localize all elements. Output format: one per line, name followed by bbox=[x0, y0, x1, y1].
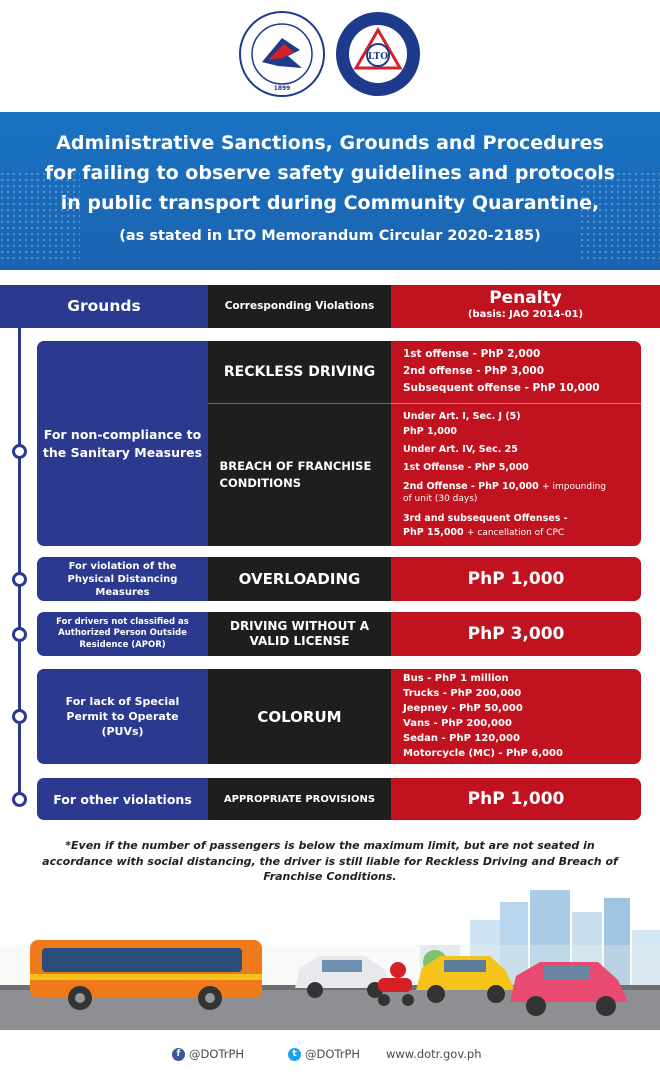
table-row bbox=[37, 778, 641, 820]
dotr-seal-logo bbox=[238, 10, 326, 98]
ground-text: For violation of the Physical Distancing Measures bbox=[67, 560, 178, 598]
ground-cell bbox=[37, 557, 208, 601]
dot-pattern-decoration bbox=[0, 172, 80, 262]
twitter-handle: @DOTrPH bbox=[305, 1047, 361, 1061]
ground-text: For drivers not classified as Authorized Person Outside Residence (APOR) bbox=[56, 616, 189, 650]
facebook-link[interactable] bbox=[172, 1047, 244, 1061]
violation-breach-of-franchise bbox=[208, 404, 391, 546]
lto-seal-logo bbox=[334, 10, 422, 98]
ground-text: For lack of Special Permit to Operate (PUVs) bbox=[65, 695, 180, 738]
ground-cell bbox=[37, 669, 208, 764]
header-penalty-label: Penalty bbox=[489, 288, 562, 308]
table-row bbox=[37, 669, 641, 764]
violation-text: OVERLOADING bbox=[238, 570, 361, 588]
violation-text: COLORUM bbox=[257, 707, 342, 726]
penalty-line: 1st Offense - PhP 5,000 bbox=[403, 462, 529, 473]
violation-reckless-driving bbox=[208, 341, 391, 403]
penalty-line bbox=[403, 481, 606, 492]
penalty-text: + impounding bbox=[542, 482, 607, 492]
divider bbox=[391, 403, 641, 404]
penalty-text: 2nd Offense - PhP 10,000 bbox=[403, 481, 539, 492]
table-row bbox=[37, 612, 641, 656]
website-url: www.dotr.gov.ph bbox=[386, 1047, 482, 1061]
penalty-line: Under Art. I, Sec. J (5) bbox=[403, 411, 521, 422]
traffic-illustration bbox=[0, 890, 660, 1030]
twitter-link[interactable] bbox=[288, 1047, 360, 1061]
penalty-line: of unit (30 days) bbox=[403, 494, 478, 504]
penalty-line: Motorcycle (MC) - PhP 6,000 bbox=[403, 748, 563, 759]
footer bbox=[0, 1043, 660, 1071]
penalty-cell bbox=[391, 557, 641, 601]
title-subtitle: (as stated in LTO Memorandum Circular 2020-2185) bbox=[119, 228, 541, 244]
violation-cell bbox=[208, 557, 391, 601]
header-grounds: Grounds bbox=[0, 285, 208, 328]
penalty-line: Trucks - PhP 200,000 bbox=[403, 688, 522, 699]
penalty-line: 3rd and subsequent Offenses - bbox=[403, 513, 568, 524]
header-seals bbox=[0, 0, 660, 112]
facebook-icon: f bbox=[172, 1048, 185, 1061]
ground-text: For other violations bbox=[53, 791, 192, 807]
penalty-line: 1st offense - PhP 2,000 bbox=[403, 348, 541, 360]
title-line-1: Administrative Sanctions, Grounds and Procedures bbox=[56, 132, 604, 154]
violation-text: DRIVING WITHOUT A VALID LICENSE bbox=[229, 619, 369, 648]
ground-text: For non-compliance to the Sanitary Measures bbox=[42, 426, 203, 460]
dotr-seal-year: 1899 bbox=[273, 85, 291, 92]
penalty-cell bbox=[391, 669, 641, 764]
twitter-icon: t bbox=[288, 1048, 301, 1061]
violation-text: APPROPRIATE PROVISIONS bbox=[223, 793, 376, 805]
penalty-amount: PhP 1,000 bbox=[467, 569, 565, 589]
timeline-dot bbox=[12, 709, 27, 724]
title-line-2: for failing to observe safety guidelines and protocols bbox=[44, 162, 616, 184]
website-link[interactable] bbox=[386, 1047, 481, 1061]
violation-cell bbox=[208, 669, 391, 764]
penalty-amount: PhP 3,000 bbox=[467, 624, 565, 644]
penalty-text: PhP 15,000 bbox=[403, 527, 464, 538]
dot-pattern-decoration bbox=[580, 172, 660, 262]
ground-cell bbox=[37, 778, 208, 820]
ground-cell bbox=[37, 612, 208, 656]
timeline-line bbox=[18, 328, 21, 802]
penalty-text: + cancellation of CPC bbox=[466, 528, 565, 538]
title-banner bbox=[0, 112, 660, 270]
facebook-handle: @DOTrPH bbox=[189, 1047, 245, 1061]
header-penalty bbox=[391, 285, 660, 328]
timeline-dot bbox=[12, 627, 27, 642]
penalty-cell bbox=[391, 341, 641, 546]
header-penalty-basis: (basis: JAO 2014-01) bbox=[467, 309, 584, 320]
penalty-line: 2nd offense - PhP 3,000 bbox=[403, 365, 545, 377]
penalty-line: Bus - PhP 1 million bbox=[403, 673, 509, 684]
ground-cell bbox=[37, 341, 208, 546]
table-row bbox=[37, 557, 641, 601]
table-row bbox=[37, 341, 641, 546]
header-violations: Corresponding Violations bbox=[208, 285, 391, 328]
violation-text: RECKLESS DRIVING bbox=[223, 364, 376, 380]
penalty-cell bbox=[391, 612, 641, 656]
penalty-amount: PhP 1,000 bbox=[467, 789, 565, 809]
penalty-line: Vans - PhP 200,000 bbox=[403, 718, 512, 729]
penalty-cell bbox=[391, 778, 641, 820]
penalty-line: Jeepney - PhP 50,000 bbox=[403, 703, 523, 714]
title-line-3: in public transport during Community Quarantine, bbox=[60, 192, 600, 214]
footnote: *Even if the number of passengers is below the maximum limit, but are not seated in accordance with social distancing, the driver is still liable for Reckless Driving and Breach of Franchise Conditions. bbox=[42, 839, 618, 883]
timeline-dot bbox=[12, 444, 27, 459]
timeline-dot bbox=[12, 572, 27, 587]
timeline-dot bbox=[12, 792, 27, 807]
penalty-line: Sedan - PhP 120,000 bbox=[403, 733, 520, 744]
lto-seal-center-text: LTO bbox=[367, 52, 389, 62]
penalty-line: Under Art. IV, Sec. 25 bbox=[403, 444, 518, 455]
violation-cell bbox=[208, 778, 391, 820]
penalty-line: Subsequent offense - PhP 10,000 bbox=[403, 382, 600, 394]
violation-text: BREACH OF FRANCHISE CONDITIONS bbox=[219, 459, 372, 490]
penalty-line bbox=[403, 527, 564, 538]
violation-cell bbox=[208, 612, 391, 656]
penalty-line: PhP 1,000 bbox=[403, 426, 458, 437]
